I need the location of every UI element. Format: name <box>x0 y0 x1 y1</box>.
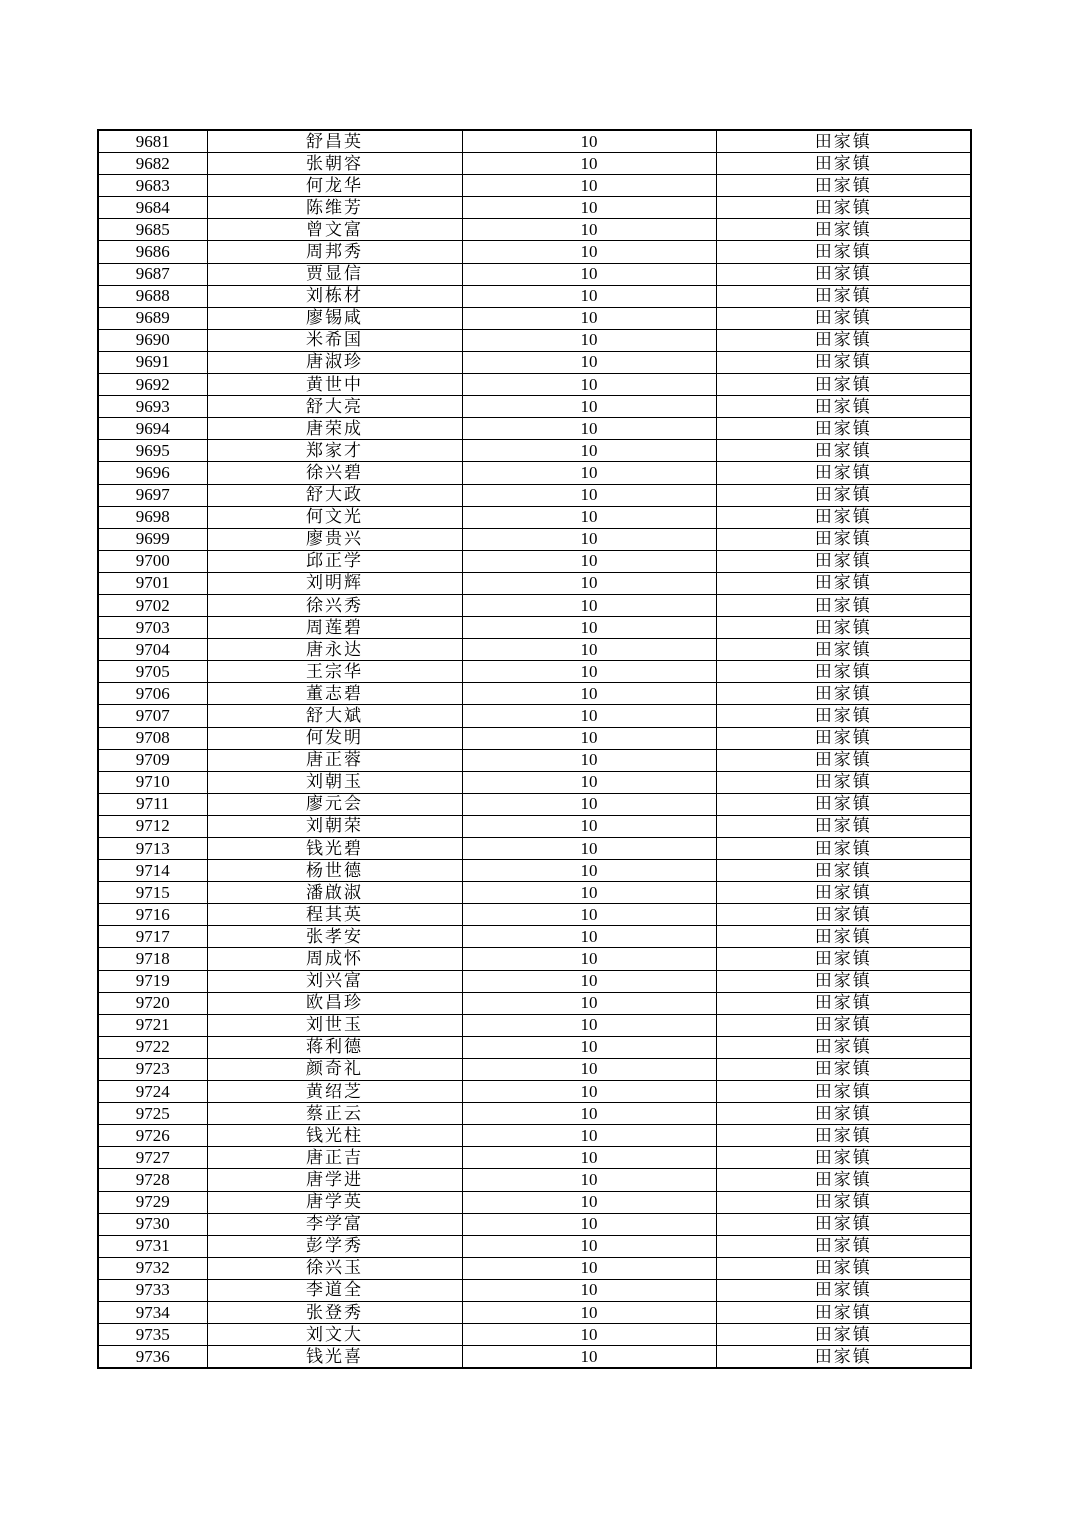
town-cell: 田家镇 <box>716 793 971 815</box>
row-number-cell: 9707 <box>98 705 207 727</box>
town-cell: 田家镇 <box>716 550 971 572</box>
town-cell: 田家镇 <box>716 1058 971 1080</box>
name-cell: 廖锡咸 <box>207 307 462 329</box>
name-cell: 陈维芳 <box>207 197 462 219</box>
row-number-cell: 9712 <box>98 815 207 837</box>
row-number-cell: 9706 <box>98 683 207 705</box>
town-cell: 田家镇 <box>716 440 971 462</box>
table-row <box>98 793 971 815</box>
amount-cell: 10 <box>462 219 716 241</box>
town-cell: 田家镇 <box>716 351 971 373</box>
table-row <box>98 1125 971 1147</box>
table-row <box>98 550 971 572</box>
amount-cell: 10 <box>462 130 716 153</box>
table-row <box>98 1279 971 1301</box>
amount-cell: 10 <box>462 1169 716 1191</box>
town-cell: 田家镇 <box>716 683 971 705</box>
table-row <box>98 926 971 948</box>
name-cell: 徐兴秀 <box>207 594 462 616</box>
table-row <box>98 661 971 683</box>
town-cell: 田家镇 <box>716 484 971 506</box>
amount-cell: 10 <box>462 550 716 572</box>
name-cell: 钱光喜 <box>207 1346 462 1369</box>
town-cell: 田家镇 <box>716 329 971 351</box>
table-row <box>98 263 971 285</box>
row-number-cell: 9686 <box>98 241 207 263</box>
table-row <box>98 241 971 263</box>
town-cell: 田家镇 <box>716 705 971 727</box>
name-cell: 何发明 <box>207 727 462 749</box>
name-cell: 周成怀 <box>207 948 462 970</box>
name-cell: 钱光柱 <box>207 1125 462 1147</box>
amount-cell: 10 <box>462 1103 716 1125</box>
name-cell: 舒大斌 <box>207 705 462 727</box>
table-row <box>98 1169 971 1191</box>
name-cell: 唐荣成 <box>207 418 462 440</box>
name-cell: 杨世德 <box>207 860 462 882</box>
name-cell: 唐学进 <box>207 1169 462 1191</box>
name-cell: 程其英 <box>207 904 462 926</box>
name-cell: 周邦秀 <box>207 241 462 263</box>
amount-cell: 10 <box>462 175 716 197</box>
table-row <box>98 440 971 462</box>
table-row <box>98 1081 971 1103</box>
town-cell: 田家镇 <box>716 1147 971 1169</box>
name-cell: 黄世中 <box>207 374 462 396</box>
town-cell: 田家镇 <box>716 815 971 837</box>
name-cell: 徐兴玉 <box>207 1257 462 1279</box>
amount-cell: 10 <box>462 904 716 926</box>
town-cell: 田家镇 <box>716 418 971 440</box>
name-cell: 刘栋材 <box>207 285 462 307</box>
name-cell: 舒昌英 <box>207 130 462 153</box>
amount-cell: 10 <box>462 882 716 904</box>
table-row <box>98 904 971 926</box>
table-row <box>98 1346 971 1369</box>
row-number-cell: 9734 <box>98 1301 207 1323</box>
town-cell: 田家镇 <box>716 1125 971 1147</box>
table-row <box>98 219 971 241</box>
row-number-cell: 9718 <box>98 948 207 970</box>
row-number-cell: 9708 <box>98 727 207 749</box>
name-cell: 钱光碧 <box>207 838 462 860</box>
row-number-cell: 9722 <box>98 1036 207 1058</box>
town-cell: 田家镇 <box>716 197 971 219</box>
town-cell: 田家镇 <box>716 594 971 616</box>
name-cell: 李道全 <box>207 1279 462 1301</box>
amount-cell: 10 <box>462 1301 716 1323</box>
row-number-cell: 9733 <box>98 1279 207 1301</box>
table-row <box>98 374 971 396</box>
town-cell: 田家镇 <box>716 153 971 175</box>
amount-cell: 10 <box>462 374 716 396</box>
row-number-cell: 9714 <box>98 860 207 882</box>
town-cell: 田家镇 <box>716 661 971 683</box>
row-number-cell: 9691 <box>98 351 207 373</box>
row-number-cell: 9694 <box>98 418 207 440</box>
name-cell: 邱正学 <box>207 550 462 572</box>
row-number-cell: 9690 <box>98 329 207 351</box>
row-number-cell: 9735 <box>98 1324 207 1346</box>
name-cell: 刘兴富 <box>207 970 462 992</box>
name-cell: 欧昌珍 <box>207 992 462 1014</box>
amount-cell: 10 <box>462 1346 716 1369</box>
name-cell: 刘世玉 <box>207 1014 462 1036</box>
table-row <box>98 153 971 175</box>
amount-cell: 10 <box>462 1125 716 1147</box>
amount-cell: 10 <box>462 197 716 219</box>
name-cell: 唐淑珍 <box>207 351 462 373</box>
row-number-cell: 9700 <box>98 550 207 572</box>
table-row <box>98 572 971 594</box>
amount-cell: 10 <box>462 506 716 528</box>
row-number-cell: 9689 <box>98 307 207 329</box>
amount-cell: 10 <box>462 683 716 705</box>
town-cell: 田家镇 <box>716 528 971 550</box>
name-cell: 唐正吉 <box>207 1147 462 1169</box>
town-cell: 田家镇 <box>716 992 971 1014</box>
table-row <box>98 992 971 1014</box>
row-number-cell: 9716 <box>98 904 207 926</box>
amount-cell: 10 <box>462 440 716 462</box>
table-row <box>98 484 971 506</box>
amount-cell: 10 <box>462 1279 716 1301</box>
amount-cell: 10 <box>462 263 716 285</box>
amount-cell: 10 <box>462 926 716 948</box>
amount-cell: 10 <box>462 838 716 860</box>
table-row <box>98 307 971 329</box>
row-number-cell: 9726 <box>98 1125 207 1147</box>
table-row <box>98 882 971 904</box>
row-number-cell: 9723 <box>98 1058 207 1080</box>
town-cell: 田家镇 <box>716 1279 971 1301</box>
amount-cell: 10 <box>462 329 716 351</box>
name-cell: 郑家才 <box>207 440 462 462</box>
name-cell: 蒋利德 <box>207 1036 462 1058</box>
amount-cell: 10 <box>462 351 716 373</box>
town-cell: 田家镇 <box>716 396 971 418</box>
row-number-cell: 9705 <box>98 661 207 683</box>
table-row <box>98 396 971 418</box>
row-number-cell: 9683 <box>98 175 207 197</box>
row-number-cell: 9715 <box>98 882 207 904</box>
town-cell: 田家镇 <box>716 727 971 749</box>
amount-cell: 10 <box>462 970 716 992</box>
amount-cell: 10 <box>462 1191 716 1213</box>
table-row <box>98 1036 971 1058</box>
name-cell: 李学富 <box>207 1213 462 1235</box>
amount-cell: 10 <box>462 594 716 616</box>
amount-cell: 10 <box>462 418 716 440</box>
amount-cell: 10 <box>462 793 716 815</box>
town-cell: 田家镇 <box>716 1191 971 1213</box>
town-cell: 田家镇 <box>716 1169 971 1191</box>
table-row <box>98 197 971 219</box>
name-cell: 唐学英 <box>207 1191 462 1213</box>
town-cell: 田家镇 <box>716 1081 971 1103</box>
name-cell: 董志碧 <box>207 683 462 705</box>
amount-cell: 10 <box>462 661 716 683</box>
table-row <box>98 462 971 484</box>
name-cell: 刘朝玉 <box>207 771 462 793</box>
name-cell: 黄绍芝 <box>207 1081 462 1103</box>
amount-cell: 10 <box>462 815 716 837</box>
name-cell: 张登秀 <box>207 1301 462 1323</box>
data-table <box>97 129 972 1369</box>
table-row <box>98 285 971 307</box>
town-cell: 田家镇 <box>716 572 971 594</box>
row-number-cell: 9713 <box>98 838 207 860</box>
table-row <box>98 594 971 616</box>
table-row <box>98 1213 971 1235</box>
table-row <box>98 727 971 749</box>
town-cell: 田家镇 <box>716 948 971 970</box>
town-cell: 田家镇 <box>716 1301 971 1323</box>
table-row <box>98 506 971 528</box>
table-row <box>98 1324 971 1346</box>
table-row <box>98 683 971 705</box>
amount-cell: 10 <box>462 1058 716 1080</box>
name-cell: 王宗华 <box>207 661 462 683</box>
table-row <box>98 749 971 771</box>
row-number-cell: 9729 <box>98 1191 207 1213</box>
amount-cell: 10 <box>462 1014 716 1036</box>
row-number-cell: 9687 <box>98 263 207 285</box>
town-cell: 田家镇 <box>716 175 971 197</box>
town-cell: 田家镇 <box>716 241 971 263</box>
row-number-cell: 9701 <box>98 572 207 594</box>
name-cell: 徐兴碧 <box>207 462 462 484</box>
amount-cell: 10 <box>462 1036 716 1058</box>
name-cell: 贾显信 <box>207 263 462 285</box>
name-cell: 舒大亮 <box>207 396 462 418</box>
amount-cell: 10 <box>462 705 716 727</box>
table-row <box>98 705 971 727</box>
amount-cell: 10 <box>462 727 716 749</box>
amount-cell: 10 <box>462 749 716 771</box>
row-number-cell: 9697 <box>98 484 207 506</box>
amount-cell: 10 <box>462 1213 716 1235</box>
name-cell: 唐正蓉 <box>207 749 462 771</box>
town-cell: 田家镇 <box>716 1235 971 1257</box>
row-number-cell: 9727 <box>98 1147 207 1169</box>
name-cell: 唐永达 <box>207 639 462 661</box>
town-cell: 田家镇 <box>716 639 971 661</box>
row-number-cell: 9732 <box>98 1257 207 1279</box>
town-cell: 田家镇 <box>716 970 971 992</box>
row-number-cell: 9695 <box>98 440 207 462</box>
table-row <box>98 351 971 373</box>
amount-cell: 10 <box>462 462 716 484</box>
town-cell: 田家镇 <box>716 1213 971 1235</box>
amount-cell: 10 <box>462 241 716 263</box>
amount-cell: 10 <box>462 285 716 307</box>
row-number-cell: 9688 <box>98 285 207 307</box>
table-row <box>98 771 971 793</box>
table-row <box>98 860 971 882</box>
amount-cell: 10 <box>462 992 716 1014</box>
amount-cell: 10 <box>462 639 716 661</box>
name-cell: 舒大政 <box>207 484 462 506</box>
table-row <box>98 1147 971 1169</box>
table-row <box>98 970 971 992</box>
town-cell: 田家镇 <box>716 285 971 307</box>
table-row <box>98 948 971 970</box>
row-number-cell: 9704 <box>98 639 207 661</box>
name-cell: 彭学秀 <box>207 1235 462 1257</box>
town-cell: 田家镇 <box>716 130 971 153</box>
table-row <box>98 639 971 661</box>
town-cell: 田家镇 <box>716 904 971 926</box>
table-row <box>98 1257 971 1279</box>
table-row <box>98 1301 971 1323</box>
row-number-cell: 9709 <box>98 749 207 771</box>
town-cell: 田家镇 <box>716 771 971 793</box>
name-cell: 蔡正云 <box>207 1103 462 1125</box>
name-cell: 周莲碧 <box>207 617 462 639</box>
table-row <box>98 528 971 550</box>
town-cell: 田家镇 <box>716 860 971 882</box>
row-number-cell: 9699 <box>98 528 207 550</box>
town-cell: 田家镇 <box>716 1324 971 1346</box>
amount-cell: 10 <box>462 1257 716 1279</box>
name-cell: 潘啟淑 <box>207 882 462 904</box>
table-row <box>98 1058 971 1080</box>
row-number-cell: 9692 <box>98 374 207 396</box>
table-row <box>98 175 971 197</box>
row-number-cell: 9721 <box>98 1014 207 1036</box>
town-cell: 田家镇 <box>716 462 971 484</box>
row-number-cell: 9681 <box>98 130 207 153</box>
name-cell: 张孝安 <box>207 926 462 948</box>
row-number-cell: 9696 <box>98 462 207 484</box>
table-row <box>98 1235 971 1257</box>
name-cell: 刘朝荣 <box>207 815 462 837</box>
amount-cell: 10 <box>462 572 716 594</box>
amount-cell: 10 <box>462 948 716 970</box>
name-cell: 颜奇礼 <box>207 1058 462 1080</box>
town-cell: 田家镇 <box>716 219 971 241</box>
amount-cell: 10 <box>462 528 716 550</box>
table-row <box>98 329 971 351</box>
town-cell: 田家镇 <box>716 307 971 329</box>
amount-cell: 10 <box>462 307 716 329</box>
name-cell: 何文光 <box>207 506 462 528</box>
amount-cell: 10 <box>462 1147 716 1169</box>
town-cell: 田家镇 <box>716 374 971 396</box>
name-cell: 廖元会 <box>207 793 462 815</box>
name-cell: 廖贵兴 <box>207 528 462 550</box>
table-row <box>98 1191 971 1213</box>
row-number-cell: 9693 <box>98 396 207 418</box>
amount-cell: 10 <box>462 617 716 639</box>
table-row <box>98 1014 971 1036</box>
town-cell: 田家镇 <box>716 617 971 639</box>
table-row <box>98 617 971 639</box>
table-row <box>98 815 971 837</box>
row-number-cell: 9710 <box>98 771 207 793</box>
name-cell: 何龙华 <box>207 175 462 197</box>
amount-cell: 10 <box>462 396 716 418</box>
row-number-cell: 9702 <box>98 594 207 616</box>
row-number-cell: 9720 <box>98 992 207 1014</box>
name-cell: 曾文富 <box>207 219 462 241</box>
town-cell: 田家镇 <box>716 263 971 285</box>
town-cell: 田家镇 <box>716 926 971 948</box>
town-cell: 田家镇 <box>716 882 971 904</box>
row-number-cell: 9717 <box>98 926 207 948</box>
amount-cell: 10 <box>462 153 716 175</box>
name-cell: 张朝容 <box>207 153 462 175</box>
name-cell: 刘文大 <box>207 1324 462 1346</box>
table-row <box>98 838 971 860</box>
town-cell: 田家镇 <box>716 1014 971 1036</box>
row-number-cell: 9736 <box>98 1346 207 1369</box>
name-cell: 米希国 <box>207 329 462 351</box>
row-number-cell: 9685 <box>98 219 207 241</box>
town-cell: 田家镇 <box>716 1257 971 1279</box>
row-number-cell: 9719 <box>98 970 207 992</box>
row-number-cell: 9728 <box>98 1169 207 1191</box>
town-cell: 田家镇 <box>716 1036 971 1058</box>
row-number-cell: 9730 <box>98 1213 207 1235</box>
amount-cell: 10 <box>462 771 716 793</box>
amount-cell: 10 <box>462 860 716 882</box>
table-row <box>98 418 971 440</box>
table-row <box>98 1103 971 1125</box>
town-cell: 田家镇 <box>716 838 971 860</box>
row-number-cell: 9724 <box>98 1081 207 1103</box>
row-number-cell: 9711 <box>98 793 207 815</box>
amount-cell: 10 <box>462 1324 716 1346</box>
table-row <box>98 130 971 153</box>
row-number-cell: 9684 <box>98 197 207 219</box>
row-number-cell: 9703 <box>98 617 207 639</box>
amount-cell: 10 <box>462 1235 716 1257</box>
row-number-cell: 9725 <box>98 1103 207 1125</box>
town-cell: 田家镇 <box>716 1103 971 1125</box>
row-number-cell: 9698 <box>98 506 207 528</box>
name-cell: 刘明辉 <box>207 572 462 594</box>
amount-cell: 10 <box>462 1081 716 1103</box>
row-number-cell: 9682 <box>98 153 207 175</box>
town-cell: 田家镇 <box>716 1346 971 1369</box>
row-number-cell: 9731 <box>98 1235 207 1257</box>
amount-cell: 10 <box>462 484 716 506</box>
town-cell: 田家镇 <box>716 506 971 528</box>
table-body <box>98 130 971 1368</box>
town-cell: 田家镇 <box>716 749 971 771</box>
